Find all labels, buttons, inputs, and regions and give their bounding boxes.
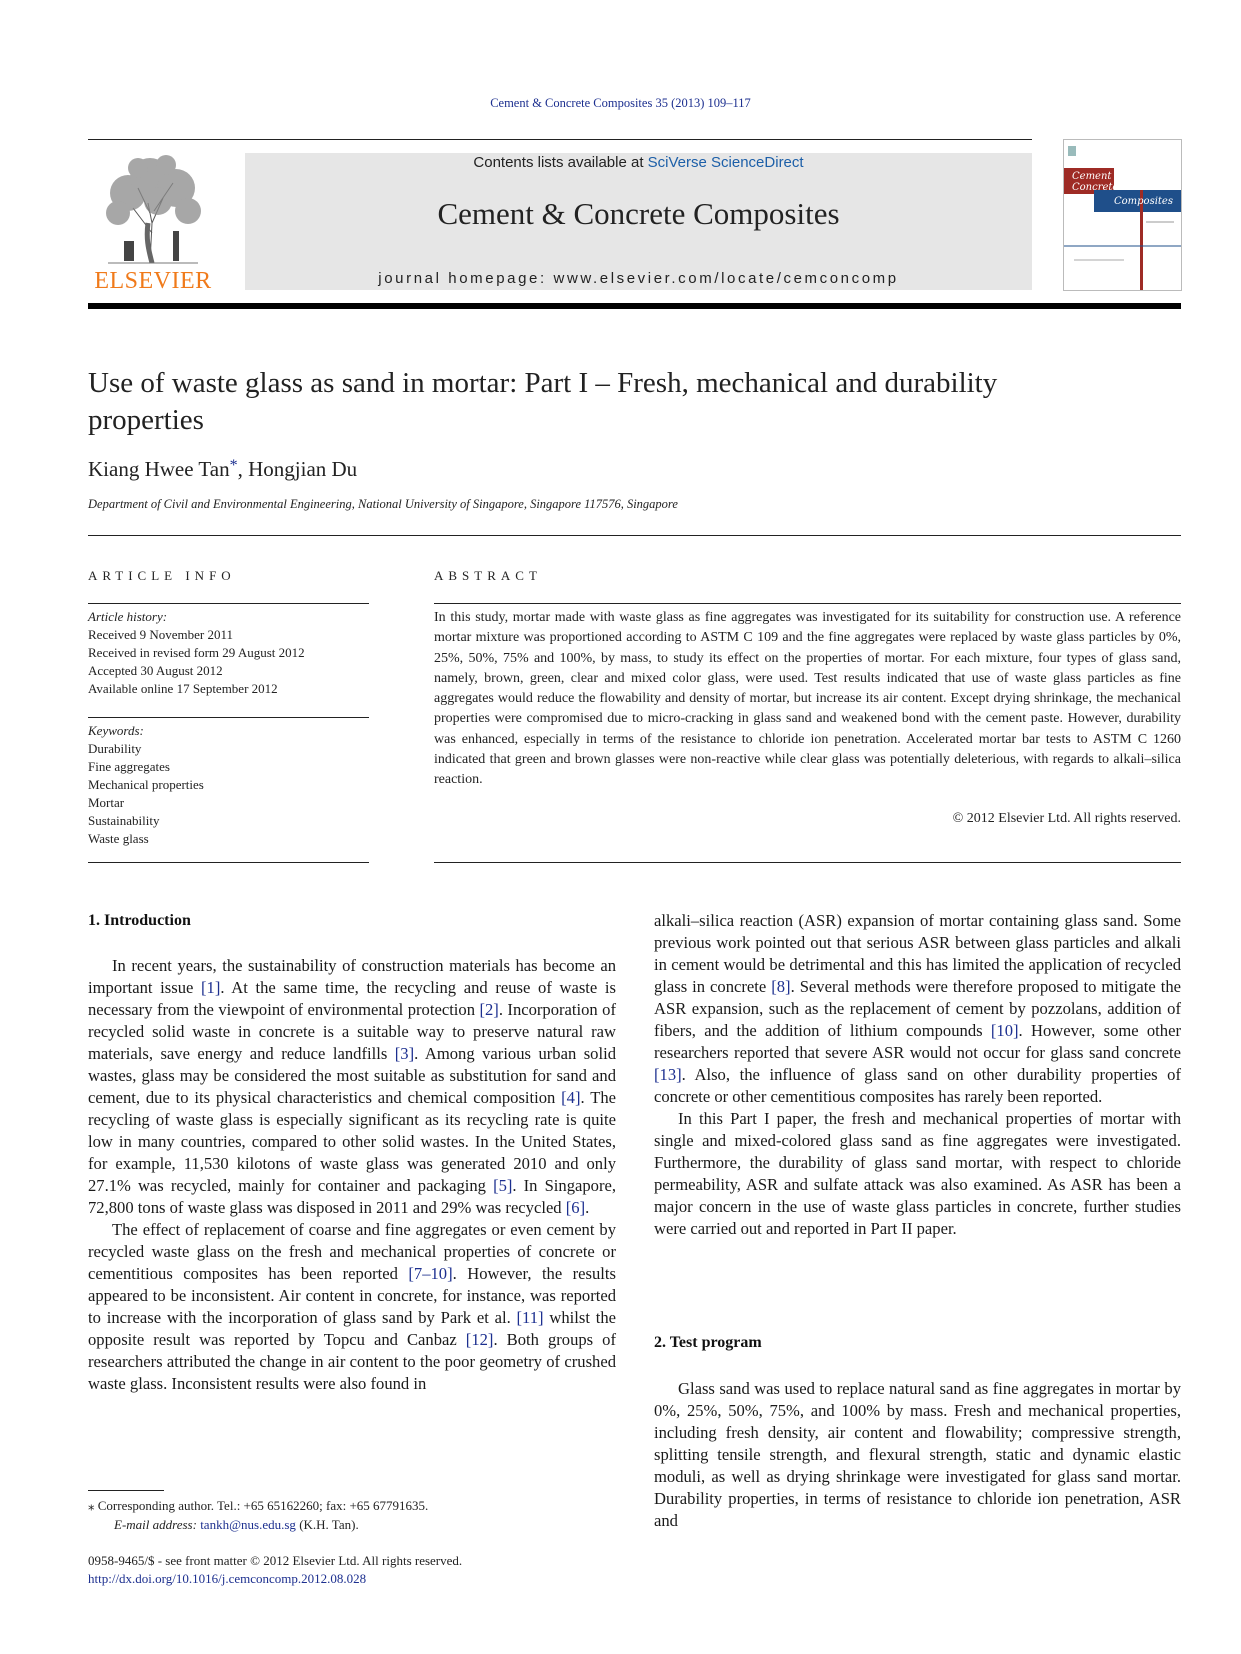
text-run: . The recycling of waste glass is especially significant as its recycling rate is quite low in many countries, compared to other solid wastes. In the United States, for example, 11,530 kilotons of waste glass was generated 2010 and only 27.1% was recycled, mainly for container and packaging: [88, 1088, 616, 1195]
history-entry: Accepted 30 August 2012: [88, 663, 223, 678]
info-rule: [88, 862, 369, 863]
text-run: . Both groups of researchers attributed the change in air content to the poor geometry of crushed waste glass. Inconsistent results were also found in: [88, 1330, 617, 1393]
text-run: . Several methods were therefore proposed to mitigate the ASR expansion, such as the replacement of cement by pozzolans, addition of fibers, and the addition of lithium compounds: [654, 977, 1182, 1040]
abstract-heading: ABSTRACT: [434, 568, 542, 583]
citation-link[interactable]: [13]: [654, 1065, 682, 1084]
right-column: [654, 910, 1181, 1240]
keyword-item: Fine aggregates: [88, 759, 170, 774]
citation-link[interactable]: [1]: [201, 978, 221, 997]
issn-line: 0958-9465/$ - see front matter © 2012 Elsevier Ltd. All rights reserved.: [88, 1553, 463, 1568]
paragraph: [654, 910, 1181, 1108]
history-entry: Received in revised form 29 August 2012: [88, 645, 305, 660]
citation-link[interactable]: [8]: [771, 977, 791, 996]
citation-link[interactable]: [7–10]: [408, 1264, 453, 1283]
keyword-item: Mortar: [88, 795, 125, 810]
keyword-item: Mechanical properties: [88, 777, 204, 792]
keywords-label: Keywords:: [88, 723, 144, 738]
text-run: . However, the results appeared to be inconsistent. Air content in concrete, for instance, was reported to increase with the incorporation of glass sand by Park et al.: [88, 1264, 616, 1327]
sciencedirect-link[interactable]: SciVerse ScienceDirect: [647, 154, 804, 171]
citation-link[interactable]: [6]: [565, 1198, 586, 1217]
test-program-text: [654, 1378, 1181, 1532]
citation-link[interactable]: [5]: [493, 1176, 513, 1195]
keyword-list: [88, 722, 369, 848]
header-rule: [88, 139, 1032, 140]
info-rule: [88, 717, 369, 718]
citation-link[interactable]: [11]: [516, 1308, 544, 1327]
author-name: Kiang Hwee Tan: [88, 457, 230, 481]
text-run: alkali–silica reaction (ASR) expansion of mortar containing glass sand. Some previous work pointed out that serious ASR between glass particles and alkali in cement would be detrimental and this has limited the application of recycled glass in concrete: [654, 911, 1181, 996]
footnote-rule: [88, 1490, 164, 1491]
citation-link[interactable]: [12]: [465, 1330, 494, 1349]
section-heading-introduction: 1. Introduction: [88, 912, 191, 929]
text-run: . Also, the influence of glass sand on other durability properties of concrete or other cementitious composites has rarely been reported.: [654, 1065, 1181, 1106]
elsevier-wordmark: ELSEVIER: [94, 268, 212, 294]
paragraph: In this Part I paper, the fresh and mechanical properties of mortar with single and mixed-colored glass sand as fine aggregates were investigated. Furthermore, the durability of glass sand mortar, with respect to chloride permeability, ASR and sulfate attack was also examined. As ASR has been a major concern in the use of waste glass particles in concrete, further studies were carried out and reported in Part II paper.: [654, 1109, 1181, 1238]
article-title: Use of waste glass as sand in mortar: Part I – Fresh, mechanical and durability properties: [88, 367, 998, 436]
cover-title-line2: Concrete: [1072, 182, 1119, 193]
contents-prefix: Contents lists available at: [473, 154, 648, 171]
doi-link[interactable]: http://dx.doi.org/10.1016/j.cemconcomp.2012.08.028: [88, 1571, 367, 1586]
history-label: Article history:: [88, 609, 168, 624]
left-column: [88, 955, 616, 1395]
front-matter: [88, 1552, 648, 1588]
elsevier-logo[interactable]: [88, 153, 218, 294]
email-suffix: (K.H. Tan).: [295, 1517, 359, 1532]
text-run: The effect of replacement of coarse and fine aggregates or even cement by recycled waste glass on the fresh and mechanical properties of concrete or cementitious composites has been reported: [88, 1220, 616, 1283]
journal-name: Cement & Concrete Composites: [437, 196, 840, 231]
corresponding-author-note: ⁎ Corresponding author. Tel.: +65 65162260; fax: +65 67791635.: [88, 1498, 429, 1513]
text-run: . Among various urban solid wastes, glass may be considered the most suitable as substitution for sand and cement, due to its physical characteristics and chemical composition: [88, 1044, 617, 1107]
text-run: . In Singapore, 72,800 tons of waste glass was disposed in 2011 and 29% was recycled: [88, 1176, 617, 1217]
text-run: . At the same time, the recycling and reuse of waste is necessary from the viewpoint of environmental protection: [88, 978, 616, 1019]
author-name: , Hongjian Du: [237, 457, 358, 481]
abstract-text: In this study, mortar made with waste glass as fine aggregates was investigated for its suitability for construction use. A reference mortar mixture was proportioned according to ASTM C 109 and the fine aggregates were replaced by waste glass particles by 0%, 25%, 50%, 75% and 100%, by mass, to study its effect on the properties of mortar. For each mixture, four types of glass sand, namely, brown, green, clear and mixed color glass, were used. Test results indicated that use of waste glass particles as fine aggregates would reduce the flowability and density of mortar, but increase its air content. Except drying shrinkage, the mechanical properties were compromised due to micro-cracking in glass sand and weakened bond with the cement paste. However, durability was enhanced, especially in terms of the resistance to chloride ion penetration. Accelerated mortar bar tests to ASTM C 1260 indicated that green and brown glasses were non-reactive while clear glass was potentially deleterious, with regards to alkali–silica reaction.: [434, 610, 1181, 788]
citation-link[interactable]: [3]: [394, 1044, 415, 1063]
email-line: [88, 1515, 616, 1534]
section-heading-test-program: 2. Test program: [654, 1334, 762, 1351]
keyword-item: Durability: [88, 741, 142, 756]
author-list: [88, 457, 357, 482]
journal-homepage[interactable]: journal homepage: www.elsevier.com/locate/cemconcomp: [378, 270, 899, 287]
article-history: [88, 608, 369, 698]
text-run: whilst the opposite result was reported by Topcu and Canbaz: [88, 1308, 616, 1349]
cover-title-line3: Composites: [1114, 196, 1173, 207]
journal-cover-thumbnail[interactable]: [1063, 139, 1182, 291]
abstract-copyright: © 2012 Elsevier Ltd. All rights reserved.: [952, 811, 1181, 826]
history-entry: Available online 17 September 2012: [88, 681, 278, 696]
header-thick-rule: [88, 303, 1181, 309]
email-link[interactable]: tankh@nus.edu.sg: [200, 1517, 296, 1532]
citation-link[interactable]: [4]: [561, 1088, 581, 1107]
contents-available-line: [245, 154, 1032, 171]
corresponding-author-mark[interactable]: *: [229, 457, 238, 474]
journal-citation[interactable]: Cement & Concrete Composites 35 (2013) 109–117: [490, 96, 751, 110]
cover-title-line1: Cement &: [1072, 171, 1124, 182]
author-affiliation: Department of Civil and Environmental Engineering, National University of Singapore, Singapore 117576, Singapore: [88, 497, 678, 511]
paragraph: Glass sand was used to replace natural sand as fine aggregates in mortar by 0%, 25%, 50%, 75%, and 100% by mass. Fresh and mechanical properties, including fresh density, air content and flowability; compressive strength, splitting tensile strength, and flexural strength, static and dynamic elastic moduli, as well as drying shrinkage were investigated for glass sand mortar. Durability properties, in terms of resistance to chloride ion penetration, ASR and: [654, 1379, 1181, 1530]
citation-link[interactable]: [2]: [479, 1000, 499, 1019]
paragraph: [88, 1219, 616, 1395]
journal-cover-icon: [1064, 140, 1181, 290]
footnote: [88, 1496, 616, 1534]
abstract-rule: [434, 603, 1181, 604]
elsevier-tree-icon: [88, 153, 218, 268]
affiliation-rule: [88, 535, 1181, 536]
email-label: E-mail address:: [114, 1517, 197, 1532]
article-info-heading: ARTICLE INFO: [88, 568, 236, 583]
citation-link[interactable]: [10]: [990, 1021, 1019, 1040]
text-run: . Incorporation of recycled solid waste in concrete is a suitable way to preserve natural raw materials, save energy and reduce landfills: [88, 1000, 617, 1063]
history-entry: Received 9 November 2011: [88, 627, 233, 642]
text-run: In recent years, the sustainability of construction materials has become an important issue: [88, 956, 616, 997]
info-rule: [88, 603, 369, 604]
keyword-item: Waste glass: [88, 831, 149, 846]
abstract-rule: [434, 862, 1181, 863]
keyword-item: Sustainability: [88, 813, 160, 828]
paragraph: [88, 955, 616, 1219]
text-run: .: [585, 1198, 590, 1217]
text-run: . However, some other researchers reported that severe ASR would not occur for glass sand concrete: [654, 1021, 1181, 1062]
